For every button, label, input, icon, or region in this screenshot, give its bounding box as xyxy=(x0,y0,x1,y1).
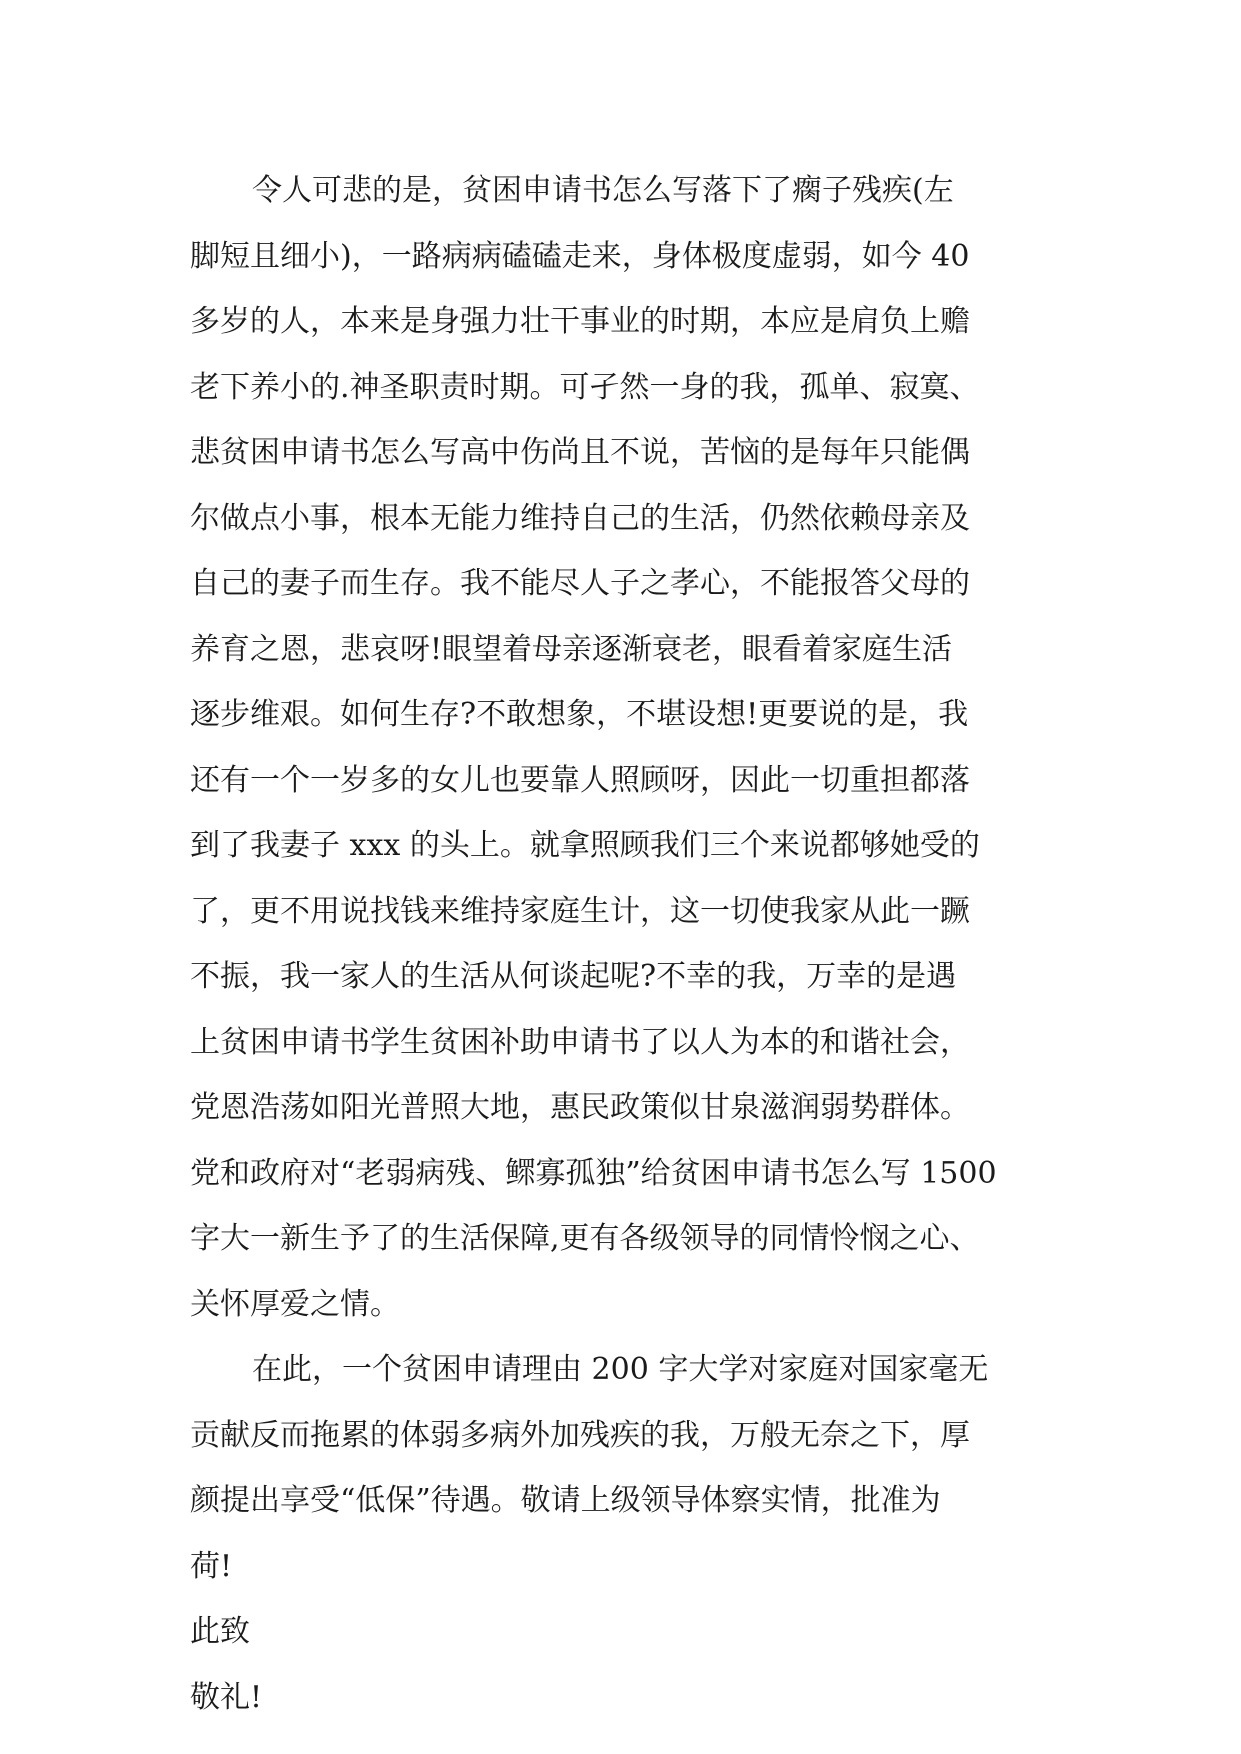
paragraph-line: 关怀厚爱之情。 xyxy=(190,1286,400,1322)
paragraph-line: 到了我妻子 xxx 的头上。就拿照顾我们三个来说都够她受的 xyxy=(190,828,980,863)
paragraph-line: 还有一个一岁多的女儿也要靠人照顾呀，因此一切重担都落 xyxy=(190,762,970,798)
paragraph-line: 老下养小的.神圣职责时期。可孑然一身的我，孤单、寂寞、 xyxy=(190,369,980,405)
paragraph-2 xyxy=(190,1337,1070,1599)
closing-salutation: 此致 xyxy=(190,1614,250,1649)
closing xyxy=(190,1599,1070,1730)
paragraph-line: 了，更不用说找钱来维持家庭生计，这一切使我家从此一蹶 xyxy=(190,893,970,929)
paragraph-line: 养育之恩，悲哀呀!眼望着母亲逐渐衰老，眼看着家庭生活 xyxy=(190,631,953,667)
paragraph-line: 逐步维艰。如何生存?不敢想象，不堪设想!更要说的是，我 xyxy=(190,697,969,732)
closing-regards: 敬礼! xyxy=(190,1679,263,1715)
paragraph-line: 自己的妻子而生存。我不能尽人子之孝心，不能报答父母的 xyxy=(190,566,970,601)
paragraph-line: 尔做点小事，根本无能力维持自己的生活，仍然依赖母亲及 xyxy=(190,500,970,536)
paragraph-line: 脚短且细小)，一路病病磕磕走来，身体极度虚弱，如今 40 xyxy=(190,238,970,274)
paragraph-line: 多岁的人，本来是身强力壮干事业的时期，本应是肩负上赡 xyxy=(190,304,970,339)
paragraph-line: 字大一新生予了的生活保障,更有各级领导的同情怜悯之心、 xyxy=(190,1221,980,1256)
paragraph-line: 在此，一个贫困申请理由 200 字大学对家庭对国家毫无 xyxy=(252,1352,989,1387)
paragraph-line: 不振，我一家人的生活从何谈起呢?不幸的我，万幸的是遇 xyxy=(190,959,957,994)
paragraph-1 xyxy=(190,158,1070,1337)
paragraph-line: 贡献反而拖累的体弱多病外加残疾的我，万般无奈之下，厚 xyxy=(190,1417,970,1453)
paragraph-line: 荷! xyxy=(190,1548,233,1584)
paragraph-line: 悲贫困申请书怎么写高中伤尚且不说，苦恼的是每年只能偶 xyxy=(190,435,970,470)
paragraph-line: 令人可悲的是，贫困申请书怎么写落下了瘸子残疾(左 xyxy=(252,173,954,208)
paragraph-line: 党恩浩荡如阳光普照大地，惠民政策似甘泉滋润弱势群体。 xyxy=(190,1090,970,1125)
document-body xyxy=(190,158,1070,1730)
paragraph-line: 党和政府对“老弱病残、鳏寡孤独”给贫困申请书怎么写 1500 xyxy=(190,1155,997,1191)
paragraph-line: 上贫困申请书学生贫困补助申请书了以人为本的和谐社会， xyxy=(190,1024,970,1060)
paragraph-line: 颜提出享受“低保”待遇。敬请上级领导体察实情，批准为 xyxy=(190,1483,941,1518)
